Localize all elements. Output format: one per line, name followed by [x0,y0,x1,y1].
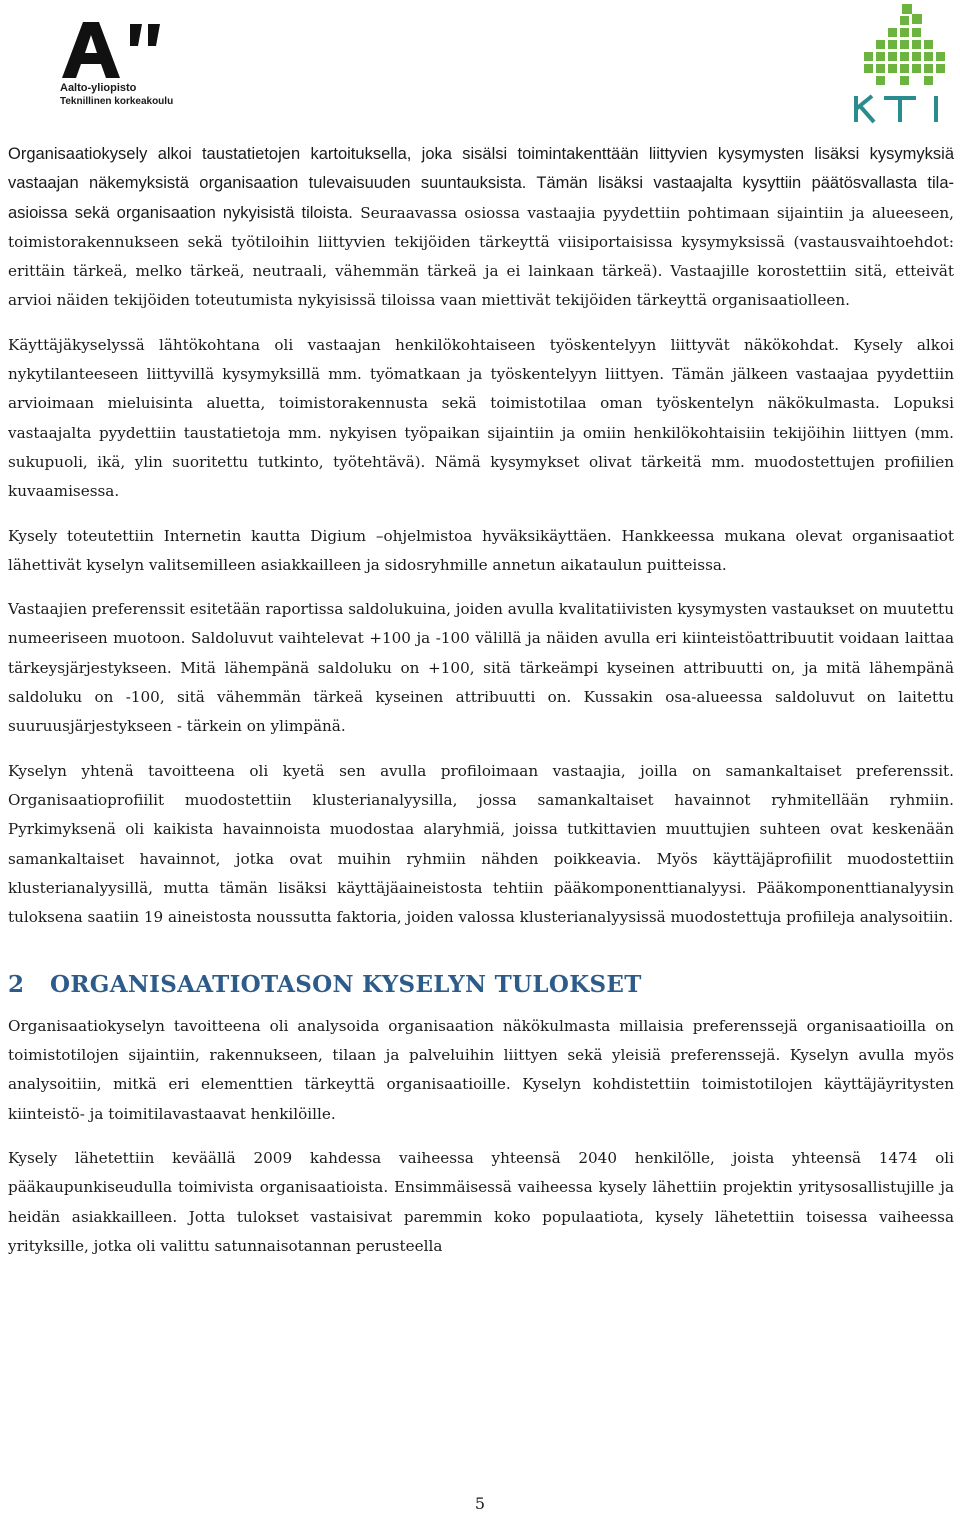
kti-logo [850,2,955,126]
paragraph-profiling: Kyselyn yhtenä tavoitteena oli kyetä sen avulla profiloimaan vastaajia, joilla on samankaltaiset preferenssit. Organisaatioprofiilit muodostettiin klusterianalyysilla, jossa samankaltaiset havainnot ryhmitellään ryhmiin. Pyrkimyksenä oli kaikista havainnoista muodostaa alaryhmiä, joissa tutkittavien muuttujien suhteen ovat keskenään samankaltaiset havainnot, jotka ovat muihin ryhmiin nähden poikkeavia. Myös käyttäjäprofiilit muodostettiin klusterianalyysillä, mutta tämän lisäksi käyttäjäaineistosta tehtiin pääkomponenttianalyysi. Pääkomponenttianalyysin tuloksena saatiin 19 aineistosta noussutta faktoria, joiden valossa klusterianalyysissä muodostettuja profiileja analysoitiin. [8,761,954,927]
aalto-logo-caption: Aalto-yliopisto [60,82,137,94]
section-title: ORGANISAATIOTASON KYSELYN TULOKSET [50,971,642,999]
document-body [8,140,954,1276]
section-number: 2 [8,971,25,999]
paragraph-implementation: Kysely toteutettiin Internetin kautta Digium –ohjelmistoa hyväksikäyttäen. Hankkeessa mukana olevat organisaatiot lähettivät kyselyn valitsemilleen asiakkailleen ja sidosryhmille annetun aikataulun puitteissa. [8,526,954,574]
paragraph-survey-intro-part1: Organisaatiokysely alkoi taustatietojen kartoituksella, joka sisälsi toimintakenttään liittyvien kysymysten lisäksi kysymyksiä vastaajan näkemyksistä organisaation tulevaisuuden suuntauksista. Tämän lisäksi vastaajalta kysyttiin päätösvallasta tila-asioissa sekä organisaation nykyisistä tiloista. [8,145,954,222]
paragraph-survey-intro-part2: Seuraavassa osiossa vastaajia pyydettiin pohtimaan sijaintiin ja alueeseen, toimistorakennukseen sekä työtiloihin liittyvien tekijöiden tärkeyttä viisiportaisissa kysymyksissä (vastausvaihtoehdot: erittäin tärkeä, melko tärkeä, neutraali, vähemmän tärkeä ja ei lainkaan tärkeä). Vastaajille korostettiin sitä, etteivät arvioi näiden tekijöiden toteutumista nykyisissä tiloissa vaan miettivät tekijöiden tärkeyttä organisaatiolleen. [8,203,955,310]
aalto-logo-subcaption: Teknillinen korkeakoulu [60,96,174,107]
page-number: 5 [474,1494,486,1513]
paragraph-organisation-goal: Organisaatiokyselyn tavoitteena oli analysoida organisaation näkökulmasta millaisia preferenssejä organisaatioilla on toimistotilojen sijaintiin, rakennukseen, tilaan ja palveluihin liittyen sekä yleisiä preferenssejä. Kyselyn avulla myös analysoitiin, mitkä eri elementtien tärkeyttä organisaatioille. Kyselyn kohdistettiin toimistotilojen käyttäjäyritysten kiinteistö- ja toimitilavastaavat henkilöille. [8,1016,954,1123]
section-heading [8,970,954,999]
paragraph-user-survey: Käyttäjäkyselyssä lähtökohtana oli vastaajan henkilökohtaiseen työskentelyyn liittyvät näkökohdat. Kysely alkoi nykytilanteeseen liittyvillä kysymyksillä mm. työmatkaan ja työskentelyyn liittyen. Tämän jälkeen vastaajaa pyydettiin arvioimaan mieluisinta aluetta, toimistorakennusta sekä toimistotilaa oman työskentelyn näkökulmasta. Lopuksi vastaajalta pyydettiin taustatietoja mm. nykyisen työpaikan sijaintiin ja omiin henkilökohtaisiin tekijöihin liittyen (mm. sukupuoli, ikä, ylin suoritettu tutkinto, työtehtävä). Nämä kysymykset olivat tärkeitä mm. muodostettujen profiilien kuvaamisessa. [8,335,954,501]
paragraph-survey-sending: Kysely lähetettiin keväällä 2009 kahdessa vaiheessa yhteensä 2040 henkilölle, joista yhteensä 1474 oli pääkaupunkiseudulla toimivista organisaatioista. Ensimmäisessä vaiheessa kysely lähettiin projektin yritysosallistujille ja heidän asiakkailleen. Jotta tulokset vastaisivat paremmin koko populaatiota, kysely lähetettiin toisessa vaiheessa yrityksille, jotka oli valittu satunnaisotannan perusteella [8,1148,954,1255]
paragraph-balance-figures: Vastaajien preferenssit esitetään raportissa saldolukuina, joiden avulla kvalitatiivisten kysymysten vastaukset on muutettu numeeriseen muotoon. Saldoluvut vaihtelevat +100 ja -100 välillä ja näiden avulla eri kiinteistöattribuutit voidaan laittaa tärkeysjärjestykseen. Mitä lähempänä saldoluku on +100, sitä tärkeämpi kyseinen attribuutti on, ja mitä lähempänä saldoluku on -100, sitä vähemmän tärkeä kyseinen attribuutti on. Kussakin osa-alueessa saldoluvut on laitettu suuruusjärjestykseen - tärkein on ylimpänä. [8,600,954,736]
paragraph-survey-intro [8,140,954,316]
